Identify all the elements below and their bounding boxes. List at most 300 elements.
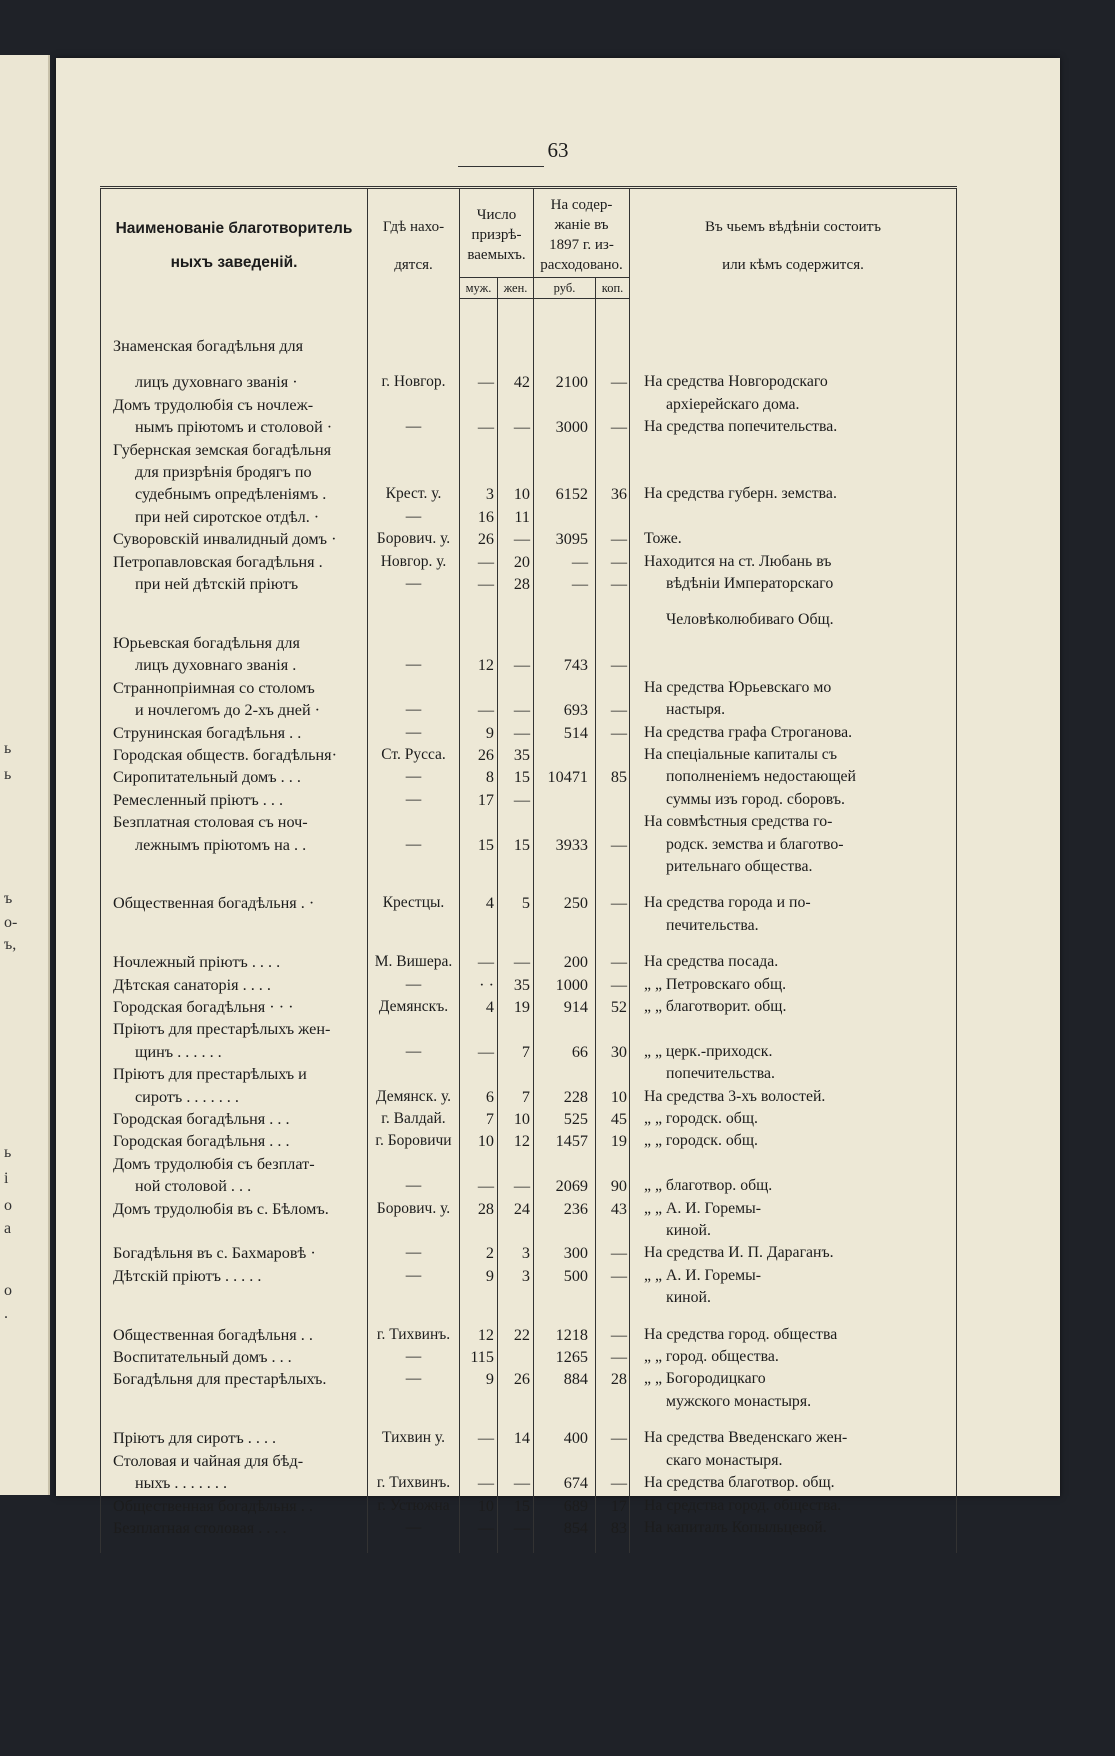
cell-f <box>498 1086 534 1108</box>
prev-page-fragment: і <box>4 1170 9 1187</box>
cell-m <box>460 1242 498 1264</box>
cell-r <box>534 1517 596 1539</box>
cell-loc <box>368 1063 460 1085</box>
cell-r-text: 525 <box>563 1110 588 1128</box>
cell-m-text: 12 <box>477 656 494 675</box>
cell-m-text: 15 <box>477 835 494 854</box>
cell-note-text: настыря. <box>666 701 726 719</box>
cell-name <box>101 1220 368 1242</box>
table-row <box>101 1287 957 1309</box>
cell-k <box>596 789 630 811</box>
cell-name <box>101 1108 368 1130</box>
cell-loc-text: г. Тихвинъ. <box>376 1325 451 1343</box>
cell-m-text: 9 <box>485 1266 494 1285</box>
cell-r <box>534 856 596 878</box>
cell-name <box>101 483 368 505</box>
cell-f <box>498 996 534 1018</box>
cell-f <box>498 915 534 937</box>
cell-m-text: · · <box>479 975 494 994</box>
cell-note-text: Находится на ст. Любань въ <box>644 552 832 570</box>
cell-note <box>630 1220 957 1242</box>
table-row <box>101 1063 957 1085</box>
cell-loc-text: Крест. у. <box>385 485 442 503</box>
cell-loc <box>368 1265 460 1287</box>
cell-name-text: Городская богадѣльня · · · <box>113 997 294 1016</box>
cell-f <box>498 834 534 856</box>
table-row <box>101 1324 957 1346</box>
table-row <box>101 744 957 766</box>
cell-loc <box>368 528 460 550</box>
cell-f <box>498 677 534 699</box>
table-row <box>101 1108 957 1130</box>
cell-f <box>498 1220 534 1242</box>
cell-note <box>630 1108 957 1130</box>
cell-f <box>498 1391 534 1413</box>
cell-m <box>460 1324 498 1346</box>
cell-k <box>596 461 630 483</box>
prev-page-fragment: ъ, <box>4 936 17 953</box>
cell-note <box>630 1175 957 1197</box>
table-row <box>101 722 957 744</box>
cell-loc-text: Демянск. у. <box>375 1087 452 1105</box>
cell-note <box>630 744 957 766</box>
cell-loc <box>368 1346 460 1368</box>
cell-k-text: — <box>610 975 628 994</box>
cell-k-text: 90 <box>610 1177 628 1196</box>
cell-m <box>460 1018 498 1040</box>
cell-loc-text: — <box>405 975 422 993</box>
cell-k <box>596 528 630 550</box>
cell-k <box>596 722 630 744</box>
cell-m-text: 28 <box>477 1199 494 1218</box>
cell-m <box>460 1130 498 1152</box>
cell-name <box>101 1368 368 1390</box>
table-row <box>101 677 957 699</box>
prev-page-fragment: ь <box>4 1144 12 1161</box>
table-row <box>101 1041 957 1063</box>
table-row <box>101 416 957 438</box>
cell-name-text: ныхъ . . . . . . . <box>135 1474 228 1493</box>
table-spacer <box>101 1539 957 1553</box>
cell-name <box>101 1517 368 1539</box>
cell-m-text: 12 <box>477 1325 494 1344</box>
cell-k-text: — <box>610 373 628 392</box>
cell-name <box>101 1130 368 1152</box>
cell-r <box>534 506 596 528</box>
cell-note <box>630 1346 957 1368</box>
cell-f <box>498 766 534 788</box>
table-row <box>101 1346 957 1368</box>
cell-note <box>630 766 957 788</box>
cell-name-text: Юрьевская богадѣльня для <box>113 633 300 652</box>
cell-loc <box>368 699 460 721</box>
cell-r-text: 6152 <box>555 485 588 504</box>
cell-m <box>460 1086 498 1108</box>
cell-loc-text: Тихвин у. <box>382 1429 445 1447</box>
cell-k-text: — <box>610 723 628 742</box>
table-spacer <box>101 299 957 336</box>
cell-r <box>534 1242 596 1264</box>
cell-name-text: лицъ духовнаго званія · <box>135 373 298 392</box>
cell-f <box>498 744 534 766</box>
cell-note <box>630 1472 957 1494</box>
cell-r-text: 674 <box>563 1474 588 1493</box>
cell-k <box>596 416 630 438</box>
cell-m <box>460 1287 498 1309</box>
cell-k-text: 52 <box>610 997 628 1016</box>
cell-note-text: На средства Юрьевскаго мо <box>644 678 832 696</box>
cell-r <box>534 551 596 573</box>
header-name: Наименованіе благотворитель ныхъ заведеній. <box>101 188 368 299</box>
cell-m <box>460 699 498 721</box>
cell-f-text: 10 <box>513 485 530 504</box>
cell-m <box>460 439 498 461</box>
cell-r <box>534 1153 596 1175</box>
cell-note <box>630 722 957 744</box>
cell-m-text: 2 <box>485 1244 494 1263</box>
cell-note <box>630 394 957 416</box>
cell-m-text: — <box>477 1474 494 1493</box>
cell-k-text: — <box>610 530 628 549</box>
cell-r <box>534 609 596 631</box>
cell-name <box>101 1427 368 1449</box>
cell-k <box>596 834 630 856</box>
cell-note <box>630 371 957 393</box>
cell-name <box>101 1324 368 1346</box>
cell-m-text: 9 <box>485 1370 494 1389</box>
cell-m <box>460 654 498 676</box>
cell-k <box>596 1041 630 1063</box>
cell-k-text: 43 <box>610 1199 628 1218</box>
cell-k-text: — <box>610 1474 628 1493</box>
cell-loc-text: — <box>405 835 422 853</box>
cell-loc <box>368 1130 460 1152</box>
cell-loc <box>368 1324 460 1346</box>
cell-k-text: — <box>610 575 628 594</box>
page-number: 63 <box>547 138 569 162</box>
cell-k-text: — <box>610 656 628 675</box>
cell-r <box>534 439 596 461</box>
cell-f <box>498 699 534 721</box>
cell-note-text: мужского монастыря. <box>666 1392 812 1410</box>
table-row <box>101 1427 957 1449</box>
cell-r-text: 250 <box>563 894 588 913</box>
cell-name-text: Столовая и чайная для бѣд- <box>113 1451 304 1470</box>
cell-loc-text: — <box>405 1266 422 1284</box>
cell-m <box>460 551 498 573</box>
cell-f <box>498 1108 534 1130</box>
header-expense: На содер- жаніе въ 1897 г. из- расходовано. <box>534 188 630 278</box>
cell-loc <box>368 439 460 461</box>
header-count-male: муж. <box>460 278 498 299</box>
cell-r <box>534 1391 596 1413</box>
cell-note <box>630 439 957 461</box>
cell-k <box>596 1130 630 1152</box>
cell-f-text: — <box>513 1177 530 1196</box>
cell-note <box>630 915 957 937</box>
cell-k <box>596 609 630 631</box>
cell-k <box>596 483 630 505</box>
cell-name-text: ной столовой . . . <box>135 1177 252 1196</box>
prev-page-fragment: о <box>4 1197 12 1214</box>
cell-note <box>630 856 957 878</box>
table-row <box>101 483 957 505</box>
cell-r <box>534 1346 596 1368</box>
cell-m-text: 8 <box>485 768 494 787</box>
cell-k <box>596 654 630 676</box>
cell-m <box>460 483 498 505</box>
cell-m-text: — <box>477 373 494 392</box>
cell-k <box>596 1287 630 1309</box>
cell-loc <box>368 766 460 788</box>
cell-k-text: 17 <box>610 1496 628 1515</box>
cell-m <box>460 506 498 528</box>
cell-r-text: 1000 <box>555 975 588 994</box>
cell-f <box>498 632 534 654</box>
cell-r-text: 2100 <box>555 373 588 392</box>
cell-note <box>630 677 957 699</box>
cell-name-text: Общественная богадѣльня . . <box>113 1325 313 1344</box>
cell-note-text: „ „ город. общества. <box>644 1348 779 1366</box>
cell-k <box>596 1472 630 1494</box>
cell-name-text: лицъ духовнаго званія . <box>135 656 297 675</box>
cell-loc <box>368 811 460 833</box>
cell-name <box>101 1041 368 1063</box>
cell-loc-text: — <box>405 656 422 674</box>
cell-r <box>534 1287 596 1309</box>
cell-note <box>630 1368 957 1390</box>
cell-m-text: — <box>477 1429 494 1448</box>
cell-k <box>596 951 630 973</box>
cell-f <box>498 1153 534 1175</box>
cell-note-text: „ „ городск. общ. <box>644 1132 758 1150</box>
cell-m-text: 9 <box>485 723 494 742</box>
cell-m <box>460 722 498 744</box>
cell-m-text: — <box>477 1177 494 1196</box>
cell-note-text: На средства город. общества. <box>644 1496 842 1514</box>
table-row <box>101 1472 957 1494</box>
cell-loc <box>368 996 460 1018</box>
cell-k <box>596 1063 630 1085</box>
cell-k <box>596 1265 630 1287</box>
cell-r-text: 500 <box>563 1266 588 1285</box>
cell-name-text: Пріютъ для престарѣлыхъ и <box>113 1065 307 1084</box>
cell-m <box>460 1153 498 1175</box>
cell-loc <box>368 1220 460 1242</box>
cell-note-text: попечительства. <box>666 1065 775 1083</box>
cell-note-text: киной. <box>666 1222 711 1240</box>
cell-note-text: „ „ А. И. Горемы- <box>644 1199 761 1217</box>
cell-r-text: 236 <box>563 1199 588 1218</box>
cell-name <box>101 722 368 744</box>
cell-note <box>630 1242 957 1264</box>
cell-note-text: „ „ благотвор. общ. <box>644 1177 773 1195</box>
cell-note <box>630 1063 957 1085</box>
cell-loc <box>368 416 460 438</box>
prev-page-fragment: . <box>4 1305 8 1322</box>
cell-name-text: Пріютъ для сиротъ . . . . <box>113 1429 277 1448</box>
cell-f <box>498 856 534 878</box>
cell-f <box>498 1175 534 1197</box>
header-note: Въ чьемъ вѣдѣніи состоитъ или кѣмъ содержится. <box>630 188 957 299</box>
prev-page-fragment: ь <box>4 740 12 757</box>
cell-note-text: архіерейскаго дома. <box>666 395 800 413</box>
cell-note <box>630 551 957 573</box>
cell-name-text: Безплатная столовая съ ноч- <box>113 813 308 832</box>
cell-k <box>596 1495 630 1517</box>
cell-f <box>498 1495 534 1517</box>
cell-f-text: 24 <box>513 1199 530 1218</box>
cell-note-text: „ „ Богородицкаго <box>644 1370 766 1388</box>
cell-loc <box>368 551 460 573</box>
table-row <box>101 335 957 357</box>
cell-note-text: На средства графа Строганова. <box>644 723 853 741</box>
cell-m <box>460 1265 498 1287</box>
cell-k <box>596 1220 630 1242</box>
cell-name-text: Воспитательный домъ . . . <box>113 1348 292 1367</box>
cell-note <box>630 1450 957 1472</box>
cell-k-text: — <box>610 418 628 437</box>
cell-m <box>460 1391 498 1413</box>
document-page <box>56 58 1060 1537</box>
cell-m <box>460 1041 498 1063</box>
cell-name <box>101 892 368 914</box>
cell-name <box>101 974 368 996</box>
cell-name <box>101 1018 368 1040</box>
cell-k-text: 45 <box>610 1110 628 1128</box>
cell-k-text: 36 <box>610 485 628 504</box>
cell-f <box>498 892 534 914</box>
cell-f <box>498 951 534 973</box>
cell-r-text: 693 <box>563 701 588 720</box>
cell-note <box>630 335 957 357</box>
cell-name <box>101 416 368 438</box>
cell-f <box>498 335 534 357</box>
cell-name <box>101 789 368 811</box>
cell-loc <box>368 974 460 996</box>
cell-r <box>534 766 596 788</box>
cell-m <box>460 573 498 595</box>
cell-r <box>534 1018 596 1040</box>
cell-note-text: На средства благотвор. общ. <box>644 1474 835 1492</box>
cell-loc-text: г. Устюжна <box>377 1496 450 1514</box>
cell-r <box>534 461 596 483</box>
cell-name-text: Домъ трудолюбія съ ночлеж- <box>113 395 314 414</box>
cell-name-text: лежнымъ пріютомъ на . . <box>135 835 307 854</box>
cell-m <box>460 915 498 937</box>
cell-note <box>630 811 957 833</box>
header-rub: руб. <box>534 278 596 299</box>
cell-k <box>596 1108 630 1130</box>
cell-name <box>101 1175 368 1197</box>
cell-loc-text: г. Тихвинъ. <box>376 1474 451 1492</box>
cell-loc-text: — <box>405 1042 422 1060</box>
table-spacer <box>101 878 957 892</box>
cell-k <box>596 573 630 595</box>
cell-loc <box>368 1108 460 1130</box>
cell-name <box>101 677 368 699</box>
cell-f <box>498 722 534 744</box>
table-spacer <box>101 937 957 951</box>
cell-name-text: при ней сиротское отдѣл. · <box>135 507 320 526</box>
cell-r <box>534 394 596 416</box>
cell-note <box>630 1391 957 1413</box>
cell-k <box>596 1427 630 1449</box>
cell-m <box>460 856 498 878</box>
cell-r-text: 66 <box>571 1042 588 1061</box>
cell-name <box>101 1472 368 1494</box>
cell-name <box>101 1450 368 1472</box>
cell-r <box>534 996 596 1018</box>
cell-m-text: 16 <box>477 507 494 526</box>
table-row <box>101 789 957 811</box>
cell-note <box>630 1495 957 1517</box>
table-row <box>101 506 957 528</box>
cell-r-text: 3933 <box>555 835 588 854</box>
cell-f-text: — <box>513 723 530 742</box>
cell-f <box>498 483 534 505</box>
table-spacer <box>101 595 957 609</box>
cell-f-text: 11 <box>514 507 530 526</box>
cell-name <box>101 1265 368 1287</box>
cell-note-text: „ „ благотворит. общ. <box>644 997 787 1015</box>
header-kop: коп. <box>596 278 630 299</box>
cell-f <box>498 371 534 393</box>
cell-f-text: 15 <box>513 1496 530 1515</box>
cell-k <box>596 811 630 833</box>
table-spacer <box>101 1310 957 1324</box>
cell-r <box>534 1175 596 1197</box>
cell-loc <box>368 1472 460 1494</box>
cell-loc <box>368 1086 460 1108</box>
cell-loc <box>368 1495 460 1517</box>
cell-note <box>630 1517 957 1539</box>
cell-r-text: 3095 <box>555 530 588 549</box>
cell-note-text: родск. земства и благотво- <box>666 835 844 853</box>
cell-loc <box>368 1427 460 1449</box>
cell-k <box>596 506 630 528</box>
cell-note-text: скаго монастыря. <box>666 1451 783 1469</box>
cell-name <box>101 996 368 1018</box>
cell-f-text: 10 <box>513 1110 530 1128</box>
cell-m-text: — <box>477 1518 494 1537</box>
cell-loc <box>368 1287 460 1309</box>
cell-f <box>498 1368 534 1390</box>
cell-name-text: нымъ пріютомъ и столовой · <box>135 418 333 437</box>
cell-r <box>534 528 596 550</box>
cell-note <box>630 1265 957 1287</box>
cell-name-text: Богадѣльня для престарѣлыхъ. <box>113 1370 327 1389</box>
cell-m-text: — <box>477 701 494 720</box>
cell-name-text: при ней дѣтскій пріютъ <box>135 575 299 594</box>
cell-r-text: 1265 <box>555 1348 588 1367</box>
header-count: Число призрѣ- ваемыхъ. <box>460 188 534 278</box>
cell-k <box>596 632 630 654</box>
cell-note-text: На капиталъ Копыльцевой. <box>644 1518 827 1536</box>
cell-r-text: 10471 <box>547 768 588 787</box>
cell-r <box>534 1198 596 1220</box>
cell-f-text: 28 <box>513 575 530 594</box>
cell-f-text: 3 <box>521 1244 530 1263</box>
cell-note-text: киной. <box>666 1289 711 1307</box>
cell-f <box>498 789 534 811</box>
cell-k <box>596 744 630 766</box>
cell-k <box>596 1368 630 1390</box>
cell-name <box>101 951 368 973</box>
table-row <box>101 551 957 573</box>
cell-name <box>101 371 368 393</box>
cell-k-text: — <box>610 1348 628 1367</box>
